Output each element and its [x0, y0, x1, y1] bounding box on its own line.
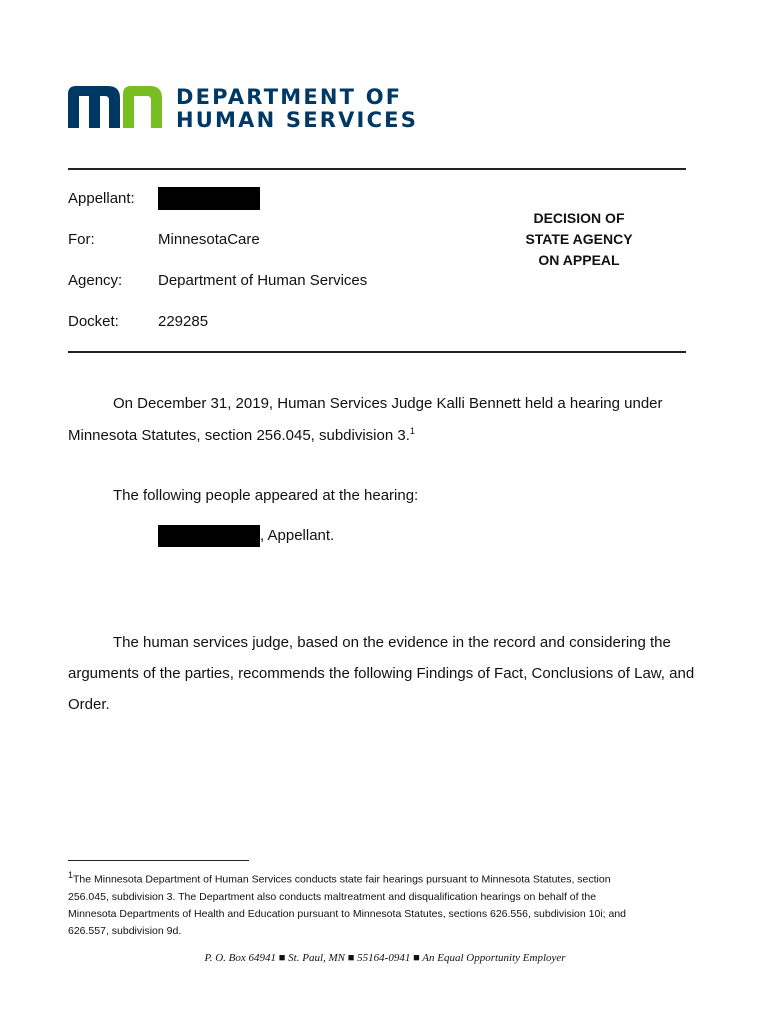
agency-label: Agency: [68, 272, 123, 289]
page-footer: P. O. Box 64941 ■ St. Paul, MN ■ 55164-0941 ■ An Equal Opportunity Employer [204, 952, 566, 964]
logo-wordmark [176, 86, 418, 132]
paragraph-3-line-3: Order. [68, 696, 110, 713]
appellant-attendee: , Appellant. [260, 527, 335, 544]
footnote-line-1-text: The Minnesota Department of Human Services conducts state fair hearings pursuant to Minnesota Statutes, section [73, 873, 611, 886]
decision-line-2: STATE AGENCY [525, 231, 633, 247]
paragraph-1-line-2 [68, 426, 415, 444]
redacted-appellant-name-2 [158, 525, 260, 547]
footnote-reference: 1 [409, 426, 415, 436]
redacted-appellant-name [158, 187, 260, 210]
docket-value: 229285 [158, 313, 209, 330]
header-top-rule [68, 168, 686, 170]
logo-line-1: DEPARTMENT OF [176, 85, 403, 109]
mn-logo-mark [68, 84, 164, 130]
decision-line-1: DECISION OF [533, 210, 625, 226]
decision-heading [508, 208, 650, 271]
footnote-line-2: 256.045, subdivision 3. The Department also conducts maltreatment and disqualification hearings on behalf of the [68, 890, 597, 903]
footnote [68, 867, 698, 940]
footnote-line-1 [68, 867, 698, 889]
for-value: MinnesotaCare [158, 231, 260, 248]
footnote-line-3: Minnesota Departments of Health and Education pursuant to Minnesota Statutes, sections 626.556, subdivision 10i; and [68, 907, 627, 920]
paragraph-3-line-2: arguments of the parties, recommends the following Findings of Fact, Conclusions of Law, and [68, 665, 695, 682]
footnote-line-4: 626.557, subdivision 9d. [68, 924, 182, 937]
paragraph-2: The following people appeared at the hearing: [113, 487, 419, 504]
docket-label: Docket: [68, 313, 119, 330]
appellant-label: Appellant: [68, 190, 135, 207]
decision-line-3: ON APPEAL [538, 252, 620, 268]
paragraph-3-line-1: The human services judge, based on the evidence in the record and considering the [113, 634, 671, 651]
footnote-marker: 1 [68, 870, 74, 880]
paragraph-1-line-1: On December 31, 2019, Human Services Judge Kalli Bennett held a hearing under [113, 395, 663, 412]
agency-value: Department of Human Services [158, 272, 368, 289]
header-bottom-rule [68, 351, 686, 353]
for-label: For: [68, 231, 95, 248]
paragraph-1-line-2-text: Minnesota Statutes, section 256.045, subdivision 3. [68, 427, 410, 444]
logo-line-2: HUMAN SERVICES [176, 108, 419, 132]
footnote-separator [68, 860, 249, 861]
